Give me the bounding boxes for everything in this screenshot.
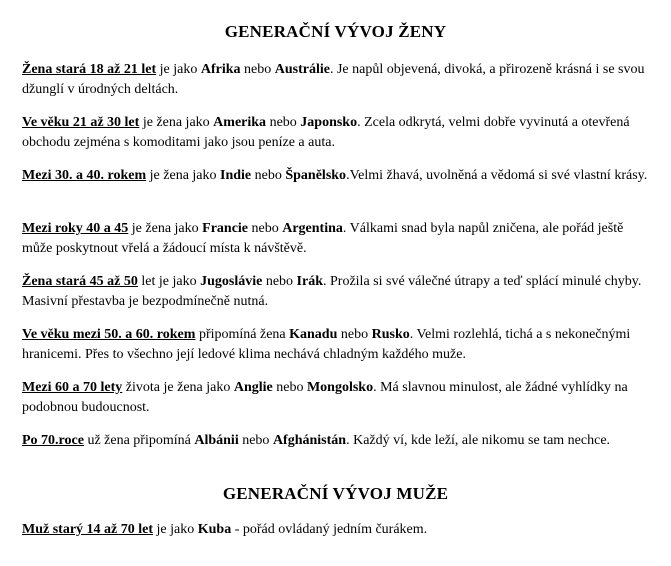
paragraph-lead: Muž starý 14 až 70 let — [22, 522, 154, 537]
paragraph-text: už žena připomíná — [83, 433, 195, 448]
paragraph-text: . Velmi rozlehlá, tichá a s nekonečnými hranicemi. Přes to všechno její ledové klima nechává chladným každého muže. — [22, 327, 631, 362]
paragraph-text: je jako — [156, 62, 201, 77]
country-name: Kanadu — [289, 327, 338, 342]
country-name: Španělsko — [285, 168, 347, 183]
paragraph-text: připomíná žena — [195, 327, 290, 342]
paragraph-text: . Zcela odkrytá, velmi dobře vyvinutá a otevřená obchodu zejména s komoditami jako jsou peníze a auta. — [22, 115, 630, 150]
paragraph-lead: Žena stará 45 až 50 — [22, 274, 138, 289]
paragraph-text: . Válkami snad byla napůl zničena, ale pořád ještě může poskytnout vřelá a žádoucí místa k návštěvě. — [22, 221, 624, 256]
paragraph-text: nebo — [272, 380, 307, 395]
country-name: Afghánistán — [272, 433, 347, 448]
paragraph-18-21 — [22, 60, 650, 100]
country-name: Austrálie — [274, 62, 330, 77]
paragraph-text: nebo — [262, 274, 297, 289]
paragraph-text: let je jako — [137, 274, 201, 289]
country-name: Afrika — [200, 62, 241, 77]
paragraph-30-40 — [22, 166, 650, 186]
paragraph-lead: Mezi 30. a 40. rokem — [22, 168, 147, 183]
paragraph-lead: Mezi roky 40 a 45 — [22, 221, 129, 236]
paragraph-men — [22, 520, 650, 540]
paragraph-lead: Ve věku 21 až 30 let — [22, 115, 140, 130]
country-name: Japonsko — [300, 115, 358, 130]
paragraph-text: nebo — [266, 115, 301, 130]
paragraph-text: je jako — [153, 522, 198, 537]
paragraph-text: - pořád ovládaný jedním čurákem. — [231, 522, 428, 537]
paragraph-text: .Velmi žhavá, uvolněná a vědomá si své vlastní krásy. — [346, 168, 648, 183]
paragraph-text: nebo — [238, 433, 273, 448]
paragraph-text: . Má slavnou minulost, ale žádné vyhlídky na podobnou budoucnost. — [22, 380, 628, 415]
paragraph-text: nebo — [251, 168, 286, 183]
country-name: Jugoslávie — [200, 274, 263, 289]
paragraph-text: . Je napůl objevená, divoká, a přirozeně krásná i se svou džunglí v úrodných deltách. — [22, 62, 645, 97]
paragraph-70-plus — [22, 431, 650, 451]
paragraph-text: nebo — [240, 62, 275, 77]
country-name: Amerika — [213, 115, 267, 130]
country-name: Francie — [202, 221, 249, 236]
paragraph-40-45 — [22, 219, 650, 259]
paragraph-text: . Prožila si své válečné útrapy a teď splácí minulé chyby. Masivní přestavba je bezpodmínečně nutná. — [22, 274, 642, 309]
paragraph-50-60 — [22, 325, 650, 365]
paragraph-text: je žena jako — [139, 115, 214, 130]
paragraph-text: života je žena jako — [122, 380, 234, 395]
paragraph-lead: Žena stará 18 až 21 let — [22, 62, 157, 77]
paragraph-21-30 — [22, 113, 650, 153]
country-name: Argentina — [282, 221, 343, 236]
paragraph-text: je žena jako — [146, 168, 221, 183]
country-name: Anglie — [233, 380, 273, 395]
country-name: Albánii — [194, 433, 239, 448]
paragraph-60-70 — [22, 378, 650, 418]
paragraph-text: nebo — [248, 221, 283, 236]
paragraph-lead: Mezi 60 a 70 lety — [22, 380, 123, 395]
paragraph-text: je žena jako — [128, 221, 203, 236]
paragraph-text: . Každý ví, kde leží, ale nikomu se tam nechce. — [346, 433, 611, 448]
paragraph-45-50 — [22, 272, 650, 312]
country-name: Kuba — [197, 522, 232, 537]
country-name: Indie — [220, 168, 252, 183]
paragraph-lead: Ve věku mezi 50. a 60. rokem — [22, 327, 196, 342]
country-name: Mongolsko — [306, 380, 374, 395]
paragraph-text: nebo — [337, 327, 372, 342]
women-title: GENERAČNÍ VÝVOJ ŽENY — [224, 22, 447, 41]
paragraph-lead: Po 70.roce — [22, 433, 84, 448]
men-title: GENERAČNÍ VÝVOJ MUŽE — [222, 484, 449, 503]
country-name: Irák — [296, 274, 323, 289]
country-name: Rusko — [371, 327, 410, 342]
